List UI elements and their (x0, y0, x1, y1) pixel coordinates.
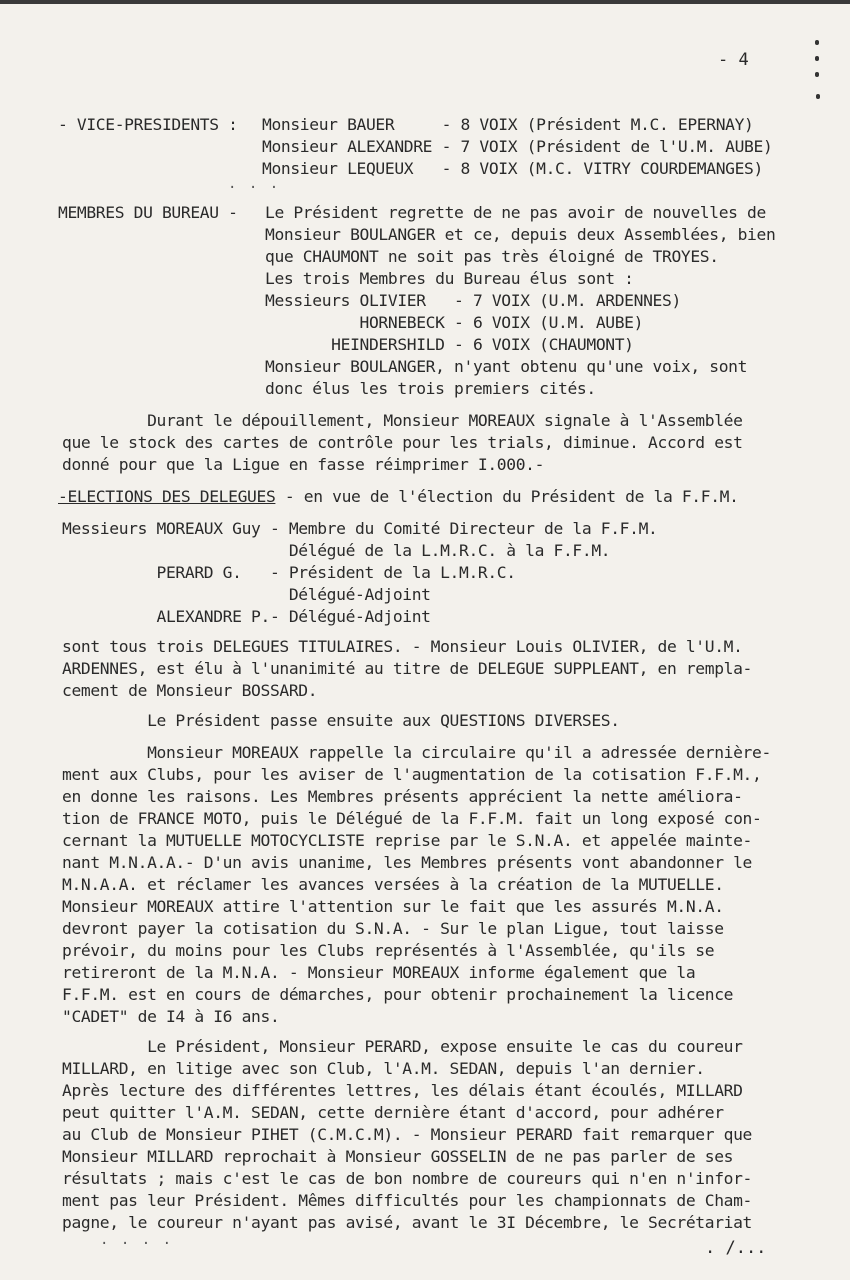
paragraph-line: M.N.A.A. et réclamer les avances versées à la création de la MUTUELLE. (62, 875, 724, 894)
bureau-line: Monsieur BOULANGER et ce, depuis deux Assemblées, bien (265, 225, 776, 244)
delegate-line: PERARD G. - Président de la L.M.R.C. (62, 563, 516, 582)
paragraph-line: Monsieur MOREAUX rappelle la circulaire qu'il a adressée dernière- (62, 743, 771, 762)
vice-president-line: Monsieur LEQUEUX - 8 VOIX (M.C. VITRY COURDEMANGES) (262, 159, 763, 178)
margin-dots: . . . . (100, 1232, 174, 1248)
bureau-line: Messieurs OLIVIER - 7 VOIX (U.M. ARDENNES) (265, 291, 681, 310)
delegate-line: Messieurs MOREAUX Guy - Membre du Comité Directeur de la F.F.M. (62, 519, 658, 538)
elections-heading (58, 486, 739, 508)
paragraph-line: Après lecture des différentes lettres, les délais étant écoulés, MILLARD (62, 1081, 743, 1100)
paragraph-line: Le Président passe ensuite aux QUESTIONS DIVERSES. (62, 711, 620, 730)
continuation-mark: . /... (705, 1238, 767, 1258)
elections-heading-title: -ELECTIONS DES DELEGUES (58, 487, 276, 506)
paragraph-line: Monsieur MOREAUX attire l'attention sur le fait que les assurés M.N.A. (62, 897, 724, 916)
paragraph-line: F.F.M. est en cours de démarches, pour obtenir prochainement la licence (62, 985, 734, 1004)
bureau-line: Le Président regrette de ne pas avoir de nouvelles de (265, 203, 766, 222)
delegate-line: ALEXANDRE P.- Délégué-Adjoint (62, 607, 431, 626)
vice-presidents-heading: - VICE-PRESIDENTS : (58, 115, 238, 134)
paragraph-line: au Club de Monsieur PIHET (C.M.C.M). - Monsieur PERARD fait remarquer que (62, 1125, 753, 1144)
paragraph-line: peut quitter l'A.M. SEDAN, cette dernière étant d'accord, pour adhérer (62, 1103, 724, 1122)
paragraph-line: retireront de la M.N.A. - Monsieur MOREAUX informe également que la (62, 963, 696, 982)
paragraph-line: Durant le dépouillement, Monsieur MOREAUX signale à l'Assemblée (62, 411, 743, 430)
page-number: - 4 (718, 50, 749, 70)
elections-heading-rest: - en vue de l'élection du Président de la F.F.M. (275, 487, 739, 506)
delegate-line: Délégué-Adjoint (62, 585, 431, 604)
paragraph-line: pagne, le coureur n'ayant pas avisé, avant le 3I Décembre, le Secrétariat (62, 1213, 753, 1232)
paragraph-line: devront payer la cotisation du S.N.A. - Sur le plan Ligue, tout laisse (62, 919, 724, 938)
bureau-line: HEINDERSHILD - 6 VOIX (CHAUMONT) (265, 335, 634, 354)
margin-speck (815, 72, 819, 77)
bureau-heading: MEMBRES DU BUREAU - (58, 203, 238, 222)
margin-speck (815, 40, 819, 45)
paragraph-line: cernant la MUTUELLE MOTOCYCLISTE reprise par le S.N.A. et appelée mainte- (62, 831, 753, 850)
paragraph-line: que le stock des cartes de contrôle pour les trials, diminue. Accord est (62, 433, 743, 452)
paragraph-line: sont tous trois DELEGUES TITULAIRES. - Monsieur Louis OLIVIER, de l'U.M. (62, 637, 743, 656)
bureau-line: Les trois Membres du Bureau élus sont : (265, 269, 634, 288)
vice-president-line: Monsieur ALEXANDRE - 7 VOIX (Président de l'U.M. AUBE) (262, 137, 773, 156)
paragraph-line: MILLARD, en litige avec son Club, l'A.M. SEDAN, depuis l'an dernier. (62, 1059, 705, 1078)
page-top-border (0, 0, 850, 4)
paragraph-line: tion de FRANCE MOTO, puis le Délégué de la F.F.M. fait un long exposé con- (62, 809, 762, 828)
bureau-line: donc élus les trois premiers cités. (265, 379, 596, 398)
paragraph-line: cement de Monsieur BOSSARD. (62, 681, 318, 700)
margin-dots: · · · (228, 180, 281, 196)
paragraph-line: Monsieur MILLARD reprochait à Monsieur GOSSELIN de ne pas parler de ses (62, 1147, 734, 1166)
paragraph-line: prévoir, du moins pour les Clubs représentés à l'Assemblée, qu'ils se (62, 941, 715, 960)
margin-speck (816, 94, 820, 99)
vice-president-line: Monsieur BAUER - 8 VOIX (Président M.C. EPERNAY) (262, 115, 754, 134)
margin-speck (815, 56, 819, 61)
paragraph-line: donné pour que la Ligue en fasse réimprimer I.000.- (62, 455, 545, 474)
paragraph-line: "CADET" de I4 à I6 ans. (62, 1007, 280, 1026)
paragraph-line: ment pas leur Président. Mêmes difficultés pour les championnats de Cham- (62, 1191, 753, 1210)
delegate-line: Délégué de la L.M.R.C. à la F.F.M. (62, 541, 611, 560)
bureau-line: que CHAUMONT ne soit pas très éloigné de TROYES. (265, 247, 719, 266)
paragraph-line: nant M.N.A.A.- D'un avis unanime, les Membres présents vont abandonner le (62, 853, 753, 872)
paragraph-line: ARDENNES, est élu à l'unanimité au titre de DELEGUE SUPPLEANT, en rempla- (62, 659, 753, 678)
paragraph-line: ment aux Clubs, pour les aviser de l'augmentation de la cotisation F.F.M., (62, 765, 762, 784)
bureau-line: HORNEBECK - 6 VOIX (U.M. AUBE) (265, 313, 644, 332)
paragraph-line: résultats ; mais c'est le cas de bon nombre de coureurs qui n'en n'infor- (62, 1169, 753, 1188)
paragraph-line: Le Président, Monsieur PERARD, expose ensuite le cas du coureur (62, 1037, 743, 1056)
paragraph-line: en donne les raisons. Les Membres présents apprécient la nette améliora- (62, 787, 743, 806)
bureau-line: Monsieur BOULANGER, n'yant obtenu qu'une voix, sont (265, 357, 748, 376)
